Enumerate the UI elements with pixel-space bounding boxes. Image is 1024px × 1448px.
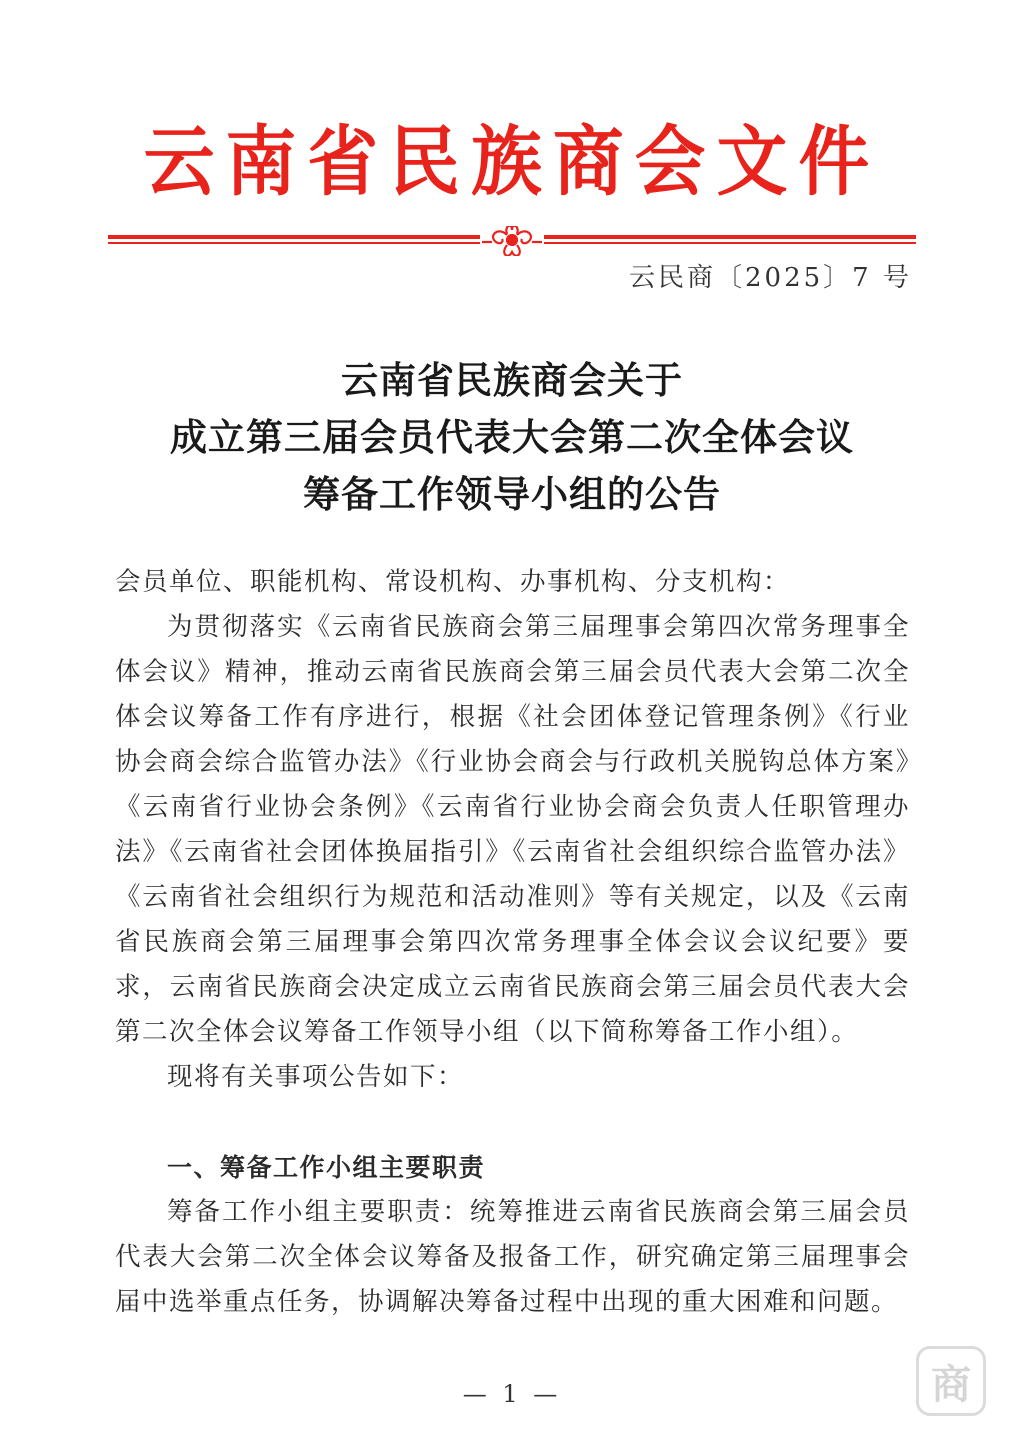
document-body bbox=[115, 560, 910, 1325]
salutation: 会员单位、职能机构、常设机构、办事机构、分支机构： bbox=[115, 567, 791, 597]
title-line-2: 成立第三届会员代表大会第二次全体会议 bbox=[170, 415, 854, 459]
paragraph-spacer bbox=[115, 1100, 910, 1145]
org-header-title: 云南省民族商会文件 bbox=[143, 117, 881, 206]
title-line-1: 云南省民族商会关于 bbox=[341, 358, 683, 402]
document-title bbox=[110, 352, 914, 523]
document-number: 云民商〔2025〕7 号 bbox=[629, 263, 912, 293]
body-paragraph: 现将有关事项公告如下： bbox=[167, 1062, 465, 1092]
watermark-logo-icon: 商 bbox=[916, 1346, 986, 1416]
body-paragraph: 为贯彻落实《云南省民族商会第三届理事会第四次常务理事全体会议》精神，推动云南省民族商会第三届会员代表大会第二次全体会议筹备工作有序进行，根据《社会团体登记管理条例》《行业协会商会综合监管办法》《行业协会商会与行政机关脱钩总体方案》《云南省行业协会条例》《云南省行业协会商会负责人任职管理办法》《云南省社会团体换届指引》《云南省社会组织综合监管办法》《云南省社会组织行为规范和活动准则》等有关规定，以及《云南省民族商会第三届理事会第四次常务理事全体会议会议纪要》要求，云南省民族商会决定成立云南省民族商会第三届会员代表大会第二次全体会议筹备工作领导小组（以下简称筹备工作小组）。 bbox=[115, 612, 910, 1047]
divider-right-lines bbox=[544, 235, 916, 244]
body-paragraph: 筹备工作小组主要职责：统筹推进云南省民族商会第三届会员代表大会第二次全体会议筹备及报备工作，研究确定第三届理事会届中选举重点任务，协调解决筹备过程中出现的重大困难和问题。 bbox=[115, 1197, 910, 1317]
page-number: — 1 — bbox=[462, 1380, 562, 1408]
section-heading: 一、筹备工作小组主要职责 bbox=[167, 1153, 486, 1182]
divider-left-lines bbox=[108, 235, 480, 244]
ornament-icon bbox=[482, 226, 542, 256]
red-divider-rule bbox=[108, 226, 916, 256]
title-line-3: 筹备工作领导小组的公告 bbox=[303, 472, 721, 516]
